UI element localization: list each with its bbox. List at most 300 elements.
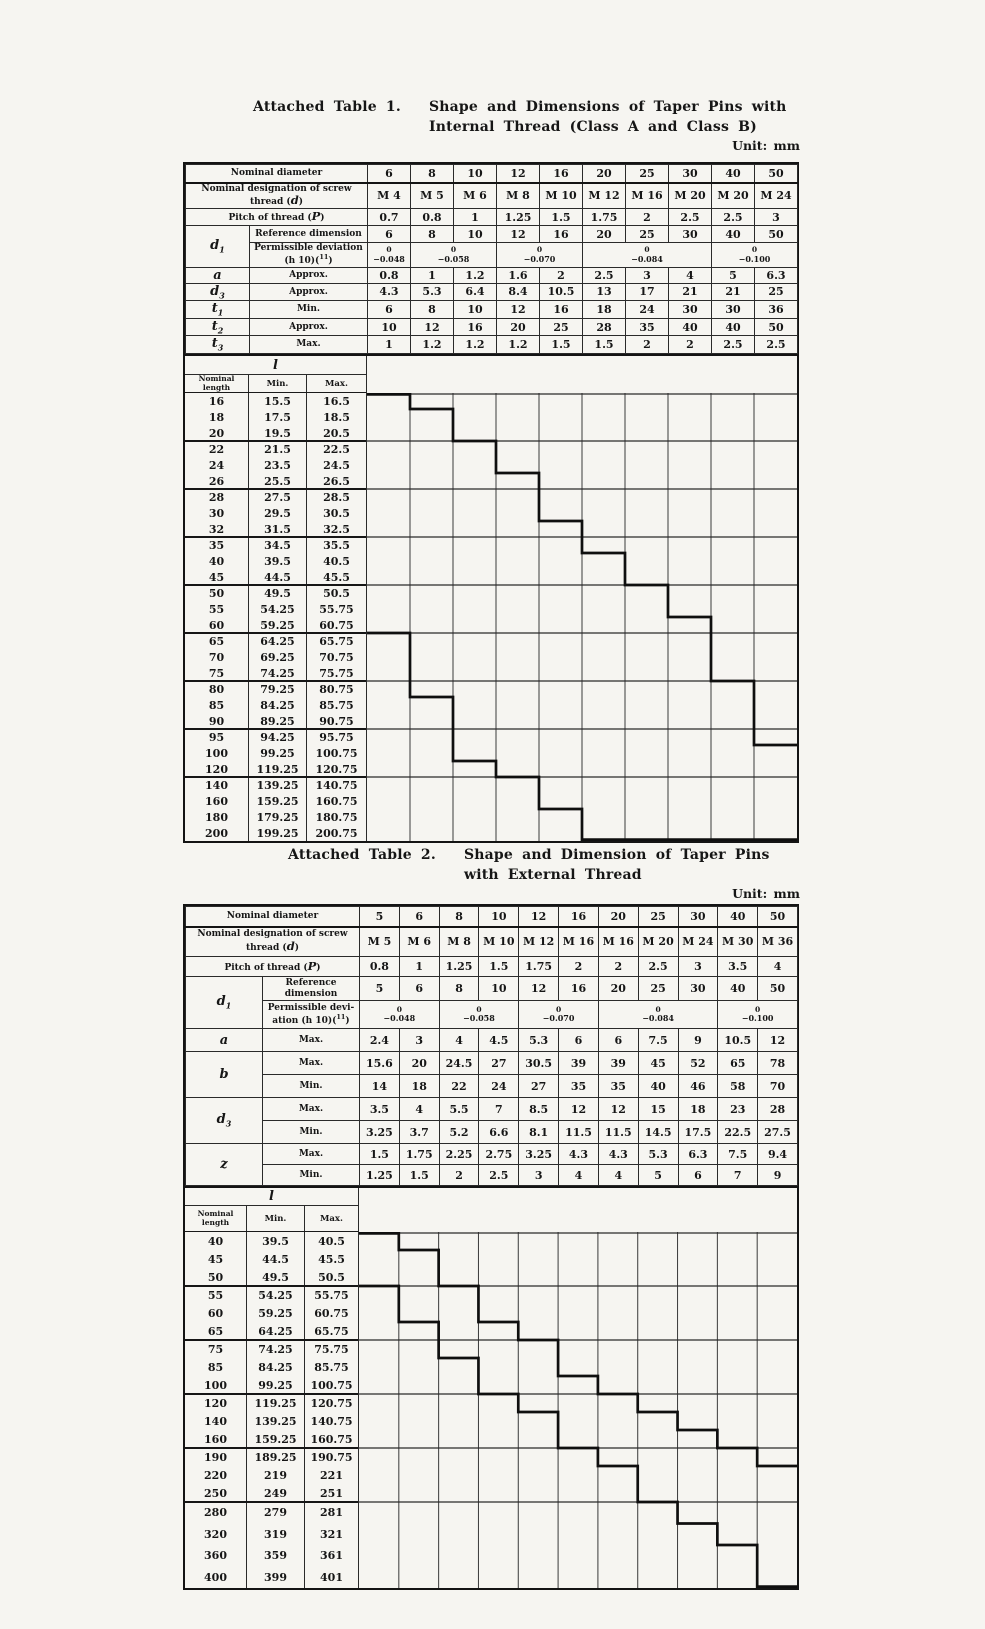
length-table: [185, 1188, 359, 1588]
length-min-cell: 399: [247, 1567, 305, 1589]
spec-row-label: Max.: [263, 1052, 360, 1075]
spec-value: M 12: [583, 183, 626, 209]
spec-value: 39: [598, 1052, 638, 1075]
tolerance-cell: [583, 243, 712, 268]
length-group-divider: [185, 1393, 358, 1395]
tolerance-cell: [519, 1001, 599, 1029]
spec-value: 14.5: [638, 1121, 678, 1144]
length-max-cell: 160.75: [315, 794, 358, 808]
spec-value: 1.2: [454, 267, 497, 283]
spec-value: 9: [678, 1029, 718, 1052]
nominal-length-cell: 80: [185, 681, 249, 697]
length-row: [185, 745, 366, 761]
spec-value: M 4: [368, 183, 411, 209]
nominal-length-cell: 160: [185, 793, 249, 809]
spec-row-label: Permissible deviation (h 10)($^{11}$): [250, 243, 368, 268]
spec-value: 5: [360, 977, 400, 1001]
spec-row: [186, 336, 798, 354]
length-group-divider: [185, 728, 366, 730]
length-min-cell: 94.25: [249, 729, 307, 745]
length-max-cell: 140.75: [315, 778, 358, 792]
spec-value: 27: [479, 1052, 519, 1075]
spec-value: 1.5: [583, 336, 626, 354]
length-row: [185, 1232, 358, 1250]
spec-value: 1.6: [497, 267, 540, 283]
spec-symbol: $t_3$: [186, 336, 250, 354]
table2-caption-text: [464, 845, 770, 886]
length-col-header: Max.: [325, 378, 348, 389]
spec-value: 40: [712, 318, 755, 336]
length-row: [185, 409, 366, 425]
spec-value: 28: [583, 318, 626, 336]
nominal-length-cell: 60: [185, 1304, 247, 1322]
nominal-length-cell: 20: [185, 425, 249, 441]
length-col-header: Min.: [249, 375, 307, 392]
length-max-cell: 90.75: [319, 714, 354, 728]
attached-table-1: [183, 162, 799, 843]
spec-value: 12: [497, 226, 540, 243]
spec-value: 25: [626, 226, 669, 243]
spec-value: 6: [559, 1029, 599, 1052]
length-max-cell: 50.5: [323, 586, 350, 600]
length-row: [185, 1304, 358, 1322]
length-max-cell: 60.75: [314, 1306, 349, 1320]
spec-value: 0.8: [411, 209, 454, 226]
spec-value: 12: [497, 301, 540, 319]
spec-value: 18: [583, 301, 626, 319]
table2-unit-label: Unit: mm: [732, 886, 800, 901]
tolerance-lower: −0.084: [642, 1013, 674, 1024]
nominal-length-cell: 45: [185, 1250, 247, 1268]
spec-symbol: $d_3$: [186, 1098, 263, 1144]
length-max-cell: 55.75: [319, 602, 354, 616]
spec-row-label: Pitch of thread (P): [186, 209, 368, 226]
length-min-cell: 119.25: [247, 1394, 305, 1412]
length-min-cell: 54.25: [249, 601, 307, 617]
nominal-length-cell: 320: [185, 1524, 247, 1546]
spec-value: 2: [626, 209, 669, 226]
spec-value: 50: [758, 907, 798, 927]
nominal-length-cell: 220: [185, 1466, 247, 1484]
spec-value: 1.25: [360, 1165, 400, 1186]
nominal-length-cell: 28: [185, 489, 249, 505]
length-min-cell: 64.25: [247, 1322, 305, 1340]
spec-value: 16: [454, 318, 497, 336]
spec-value: 5.2: [439, 1121, 479, 1144]
tolerance-upper: 0: [450, 245, 457, 255]
spec-value: 30: [669, 165, 712, 183]
spec-value: 50: [758, 977, 798, 1001]
length-max-cell: 24.5: [323, 458, 350, 472]
length-min-cell: 25.5: [249, 473, 307, 489]
spec-value: 16: [540, 165, 583, 183]
nominal-length-cell: 250: [185, 1484, 247, 1502]
spec-value: 1.5: [360, 1144, 400, 1165]
spec-value: 6: [678, 1165, 718, 1186]
tolerance-cell: [411, 243, 497, 268]
spec-value: 1.25: [439, 957, 479, 977]
length-max-cell: 65.75: [319, 634, 354, 648]
spec-value: 20: [583, 165, 626, 183]
length-min-cell: 59.25: [247, 1304, 305, 1322]
length-min-cell: 84.25: [249, 697, 307, 713]
tolerance-upper: 0: [555, 1004, 562, 1014]
spec-value: 45: [638, 1052, 678, 1075]
nominal-length-cell: 50: [185, 1268, 247, 1286]
spec-value: 4: [598, 1165, 638, 1186]
spec-row-label: Nominal designation of screw thread (d): [186, 927, 360, 957]
spec-value: 2: [559, 957, 599, 977]
length-grid-spacer: [359, 1188, 797, 1232]
spec-value: M 16: [559, 927, 599, 957]
spec-value: 40: [638, 1075, 678, 1098]
length-max-cell: 16.5: [323, 394, 350, 408]
spec-value: 1.25: [497, 209, 540, 226]
length-row: [185, 1250, 358, 1268]
length-max-cell: 22.5: [323, 442, 350, 456]
spec-value: 1: [399, 957, 439, 977]
length-row: [185, 1545, 358, 1567]
length-max-cell: 45.5: [318, 1252, 345, 1266]
length-min-cell: 34.5: [249, 537, 307, 553]
spec-symbol: z: [186, 1144, 263, 1186]
nominal-length-cell: 180: [185, 809, 249, 825]
spec-row: [186, 243, 798, 268]
spec-value: M 16: [626, 183, 669, 209]
spec-symbol: $t_1$: [186, 301, 250, 319]
length-row: [185, 489, 366, 505]
spec-row: [186, 1029, 798, 1052]
length-max-cell: 100.75: [315, 746, 358, 760]
nominal-length-cell: 120: [185, 1394, 247, 1412]
length-max-cell: 60.75: [319, 618, 354, 632]
spec-value: 22: [439, 1075, 479, 1098]
length-row: [185, 537, 366, 553]
spec-value: 70: [758, 1075, 798, 1098]
length-max-cell: 190.75: [310, 1450, 353, 1464]
spec-value: 2.5: [583, 267, 626, 283]
spec-value: 30: [678, 907, 718, 927]
tolerance-cell: [439, 1001, 519, 1029]
spec-value: M 8: [497, 183, 540, 209]
spec-value: M 16: [598, 927, 638, 957]
spec-value: 4: [559, 1165, 599, 1186]
spec-row-label: Min.: [263, 1121, 360, 1144]
length-min-cell: 159.25: [247, 1430, 305, 1448]
length-min-cell: 249: [247, 1484, 305, 1502]
length-min-cell: 84.25: [247, 1358, 305, 1376]
length-section: [185, 1188, 797, 1588]
length-row: [185, 633, 366, 649]
spec-value: 7: [479, 1098, 519, 1121]
spec-value: 25: [638, 907, 678, 927]
length-min-cell: 21.5: [249, 441, 307, 457]
spec-value: 20: [583, 226, 626, 243]
spec-value: M 8: [439, 927, 479, 957]
length-group-divider: [185, 584, 366, 586]
length-row: [185, 713, 366, 729]
spec-value: 6.3: [755, 267, 798, 283]
spec-value: 10: [368, 318, 411, 336]
spec-value: 21: [712, 283, 755, 301]
spec-row-label: Min.: [250, 301, 368, 319]
spec-value: 4: [439, 1029, 479, 1052]
spec-row-label: Approx.: [250, 318, 368, 336]
length-min-cell: 23.5: [249, 457, 307, 473]
spec-row: [186, 283, 798, 301]
nominal-length-cell: 400: [185, 1567, 247, 1589]
length-col-header: Min.: [247, 1206, 305, 1231]
length-max-cell: 100.75: [310, 1378, 353, 1392]
length-rows: [185, 1232, 358, 1588]
spec-value: 12: [519, 977, 559, 1001]
spec-value: 8.5: [519, 1098, 559, 1121]
length-column-headers: [185, 375, 366, 393]
spec-value: 7.5: [638, 1029, 678, 1052]
nominal-length-cell: 70: [185, 649, 249, 665]
length-row: [185, 1286, 358, 1304]
spec-value: 3.5: [718, 957, 758, 977]
spec-value: 8: [411, 301, 454, 319]
length-row: [185, 761, 366, 777]
spec-value: 2.5: [755, 336, 798, 354]
tolerance-lower: −0.070: [542, 1013, 575, 1024]
length-row: [185, 777, 366, 793]
nominal-length-cell: 35: [185, 537, 249, 553]
tolerance-lower: −0.084: [631, 253, 663, 264]
spec-value: 7.5: [718, 1144, 758, 1165]
staircase-lower-bound: [359, 1286, 797, 1587]
spec-value: 11.5: [559, 1121, 599, 1144]
length-grid-spacer: [367, 356, 797, 393]
spec-value: 35: [559, 1075, 599, 1098]
spec-row-label: Max.: [263, 1098, 360, 1121]
spec-value: 6: [368, 226, 411, 243]
length-row: [185, 793, 366, 809]
length-row: [185, 601, 366, 617]
spec-value: 8.1: [519, 1121, 559, 1144]
spec-value: 8: [439, 907, 479, 927]
spec-value: 5: [638, 1165, 678, 1186]
spec-value: 1.2: [497, 336, 540, 354]
length-max-cell: 35.5: [323, 538, 350, 552]
length-max-cell: 120.75: [310, 1396, 353, 1410]
spec-row: [186, 318, 798, 336]
spec-table-wrap: [185, 164, 797, 356]
length-group-divider: [185, 1447, 358, 1449]
tolerance-lower: −0.100: [738, 253, 771, 264]
spec-value: 1: [368, 336, 411, 354]
spec-value: 17: [626, 283, 669, 301]
spec-value: 10: [479, 977, 519, 1001]
nominal-length-cell: 75: [185, 1340, 247, 1358]
length-row: [185, 697, 366, 713]
nominal-length-cell: 40: [185, 1232, 247, 1250]
length-min-cell: 79.25: [249, 681, 307, 697]
spec-table: [185, 164, 798, 354]
spec-value: 1.2: [454, 336, 497, 354]
spec-value: M 5: [360, 927, 400, 957]
length-min-cell: 49.5: [249, 585, 307, 601]
spec-value: 2.5: [669, 209, 712, 226]
spec-value: 18: [678, 1098, 718, 1121]
spec-value: 35: [626, 318, 669, 336]
spec-value: 6: [399, 977, 439, 1001]
nominal-length-cell: 95: [185, 729, 249, 745]
spec-row: [186, 226, 798, 243]
length-max-cell: 20.5: [323, 426, 350, 440]
length-col-header: Max.: [320, 1213, 343, 1224]
spec-value: 0.7: [368, 209, 411, 226]
table1-unit-label: Unit: mm: [732, 138, 800, 153]
length-min-cell: 219: [247, 1466, 305, 1484]
tolerance-upper: 0: [751, 245, 758, 255]
spec-row: [186, 1144, 798, 1165]
spec-value: 3: [399, 1029, 439, 1052]
length-max-cell: 50.5: [318, 1270, 345, 1284]
spec-value: 12: [598, 1098, 638, 1121]
spec-value: M 6: [399, 927, 439, 957]
nominal-length-cell: 24: [185, 457, 249, 473]
length-max-cell: 70.75: [319, 650, 354, 664]
spec-value: 0.8: [368, 267, 411, 283]
spec-value: 1.2: [411, 336, 454, 354]
spec-value: 21: [669, 283, 712, 301]
length-group-divider: [185, 776, 366, 778]
length-row: [185, 569, 366, 585]
spec-value: 1.75: [583, 209, 626, 226]
spec-value: 6: [399, 907, 439, 927]
spec-value: 27: [519, 1075, 559, 1098]
table2-caption-line2: with External Thread: [463, 867, 642, 884]
spec-value: 12: [519, 907, 559, 927]
nominal-length-cell: 45: [185, 569, 249, 585]
length-row: [185, 809, 366, 825]
spec-value: 50: [755, 318, 798, 336]
spec-row-label: Permissible devi- ation (h 10)($^{11}$): [263, 1001, 360, 1029]
nominal-length-cell: 85: [185, 697, 249, 713]
length-row: [185, 393, 366, 409]
length-row: [185, 505, 366, 521]
length-max-cell: 40.5: [323, 554, 350, 568]
spec-value: 2.25: [439, 1144, 479, 1165]
length-row: [185, 1358, 358, 1376]
tolerance-cell: [368, 243, 411, 268]
spec-value: 10: [454, 226, 497, 243]
length-min-cell: 17.5: [249, 409, 307, 425]
nominal-length-cell: 85: [185, 1358, 247, 1376]
tolerance-lower: −0.070: [523, 253, 556, 264]
spec-value: 3.25: [360, 1121, 400, 1144]
spec-row-label: Reference dimension: [250, 226, 368, 243]
nominal-length-cell: 140: [185, 1412, 247, 1430]
spec-value: 25: [755, 283, 798, 301]
length-min-cell: 119.25: [249, 761, 307, 777]
length-max-cell: 251: [320, 1486, 343, 1500]
spec-value: M 24: [755, 183, 798, 209]
spec-value: 5.5: [439, 1098, 479, 1121]
spec-value: 10.5: [540, 283, 583, 301]
table1-caption-text: [429, 97, 787, 138]
length-row: [185, 473, 366, 489]
spec-value: 16: [540, 226, 583, 243]
length-min-cell: 199.25: [249, 825, 307, 841]
length-row: [185, 1484, 358, 1502]
nominal-length-cell: 40: [185, 553, 249, 569]
spec-value: 20: [399, 1052, 439, 1075]
spec-value: 0.8: [360, 957, 400, 977]
spec-row-label: Max.: [250, 336, 368, 354]
spec-value: 1.75: [519, 957, 559, 977]
spec-row: [186, 165, 798, 183]
length-row: [185, 585, 366, 601]
length-min-cell: 74.25: [249, 665, 307, 681]
nominal-length-cell: 120: [185, 761, 249, 777]
spec-value: 6.6: [479, 1121, 519, 1144]
length-row: [185, 729, 366, 745]
spec-value: M 10: [479, 927, 519, 957]
length-row: [185, 1412, 358, 1430]
spec-value: 36: [755, 301, 798, 319]
length-min-cell: 64.25: [249, 633, 307, 649]
spec-value: 24: [479, 1075, 519, 1098]
length-group-divider: [185, 680, 366, 682]
length-max-cell: 30.5: [323, 506, 350, 520]
table1-caption-number: Attached Table 1.: [253, 99, 401, 115]
spec-value: 2: [669, 336, 712, 354]
length-max-cell: 40.5: [318, 1234, 345, 1248]
spec-value: 3: [519, 1165, 559, 1186]
spec-value: 4: [669, 267, 712, 283]
spec-value: 24: [626, 301, 669, 319]
spec-value: 40: [718, 977, 758, 1001]
length-row: [185, 1340, 358, 1358]
length-min-cell: 59.25: [249, 617, 307, 633]
tolerance-lower: −0.058: [463, 1013, 495, 1024]
tolerance-cell: [497, 243, 583, 268]
nominal-length-cell: 100: [185, 745, 249, 761]
tolerance-upper: 0: [644, 245, 650, 255]
spec-value: 20: [497, 318, 540, 336]
attached-table-2: [183, 904, 799, 1590]
table1-caption-line1: Shape and Dimensions of Taper Pins with: [428, 99, 787, 115]
spec-symbol: b: [186, 1052, 263, 1098]
length-max-cell: 361: [320, 1549, 343, 1563]
length-row: [185, 681, 366, 697]
spec-row-label: Nominal diameter: [186, 165, 368, 183]
length-min-cell: 74.25: [247, 1340, 305, 1358]
spec-value: 4.5: [479, 1029, 519, 1052]
length-row: [185, 1376, 358, 1394]
tolerance-cell: [712, 243, 798, 268]
spec-value: 20: [598, 977, 638, 1001]
length-max-cell: 45.5: [323, 570, 350, 584]
spec-value: 2.5: [638, 957, 678, 977]
spec-symbol: a: [186, 1029, 263, 1052]
nominal-length-cell: 22: [185, 441, 249, 457]
length-table: [185, 356, 367, 841]
spec-value: 40: [718, 907, 758, 927]
length-min-cell: 29.5: [249, 505, 307, 521]
spec-value: M 12: [519, 927, 559, 957]
length-max-cell: 75.75: [314, 1342, 349, 1356]
spec-value: 11.5: [598, 1121, 638, 1144]
spec-value: 10: [454, 301, 497, 319]
spec-value: 5.3: [638, 1144, 678, 1165]
length-row: [185, 1394, 358, 1412]
spec-value: 25: [638, 977, 678, 1001]
spec-row: [186, 977, 798, 1001]
